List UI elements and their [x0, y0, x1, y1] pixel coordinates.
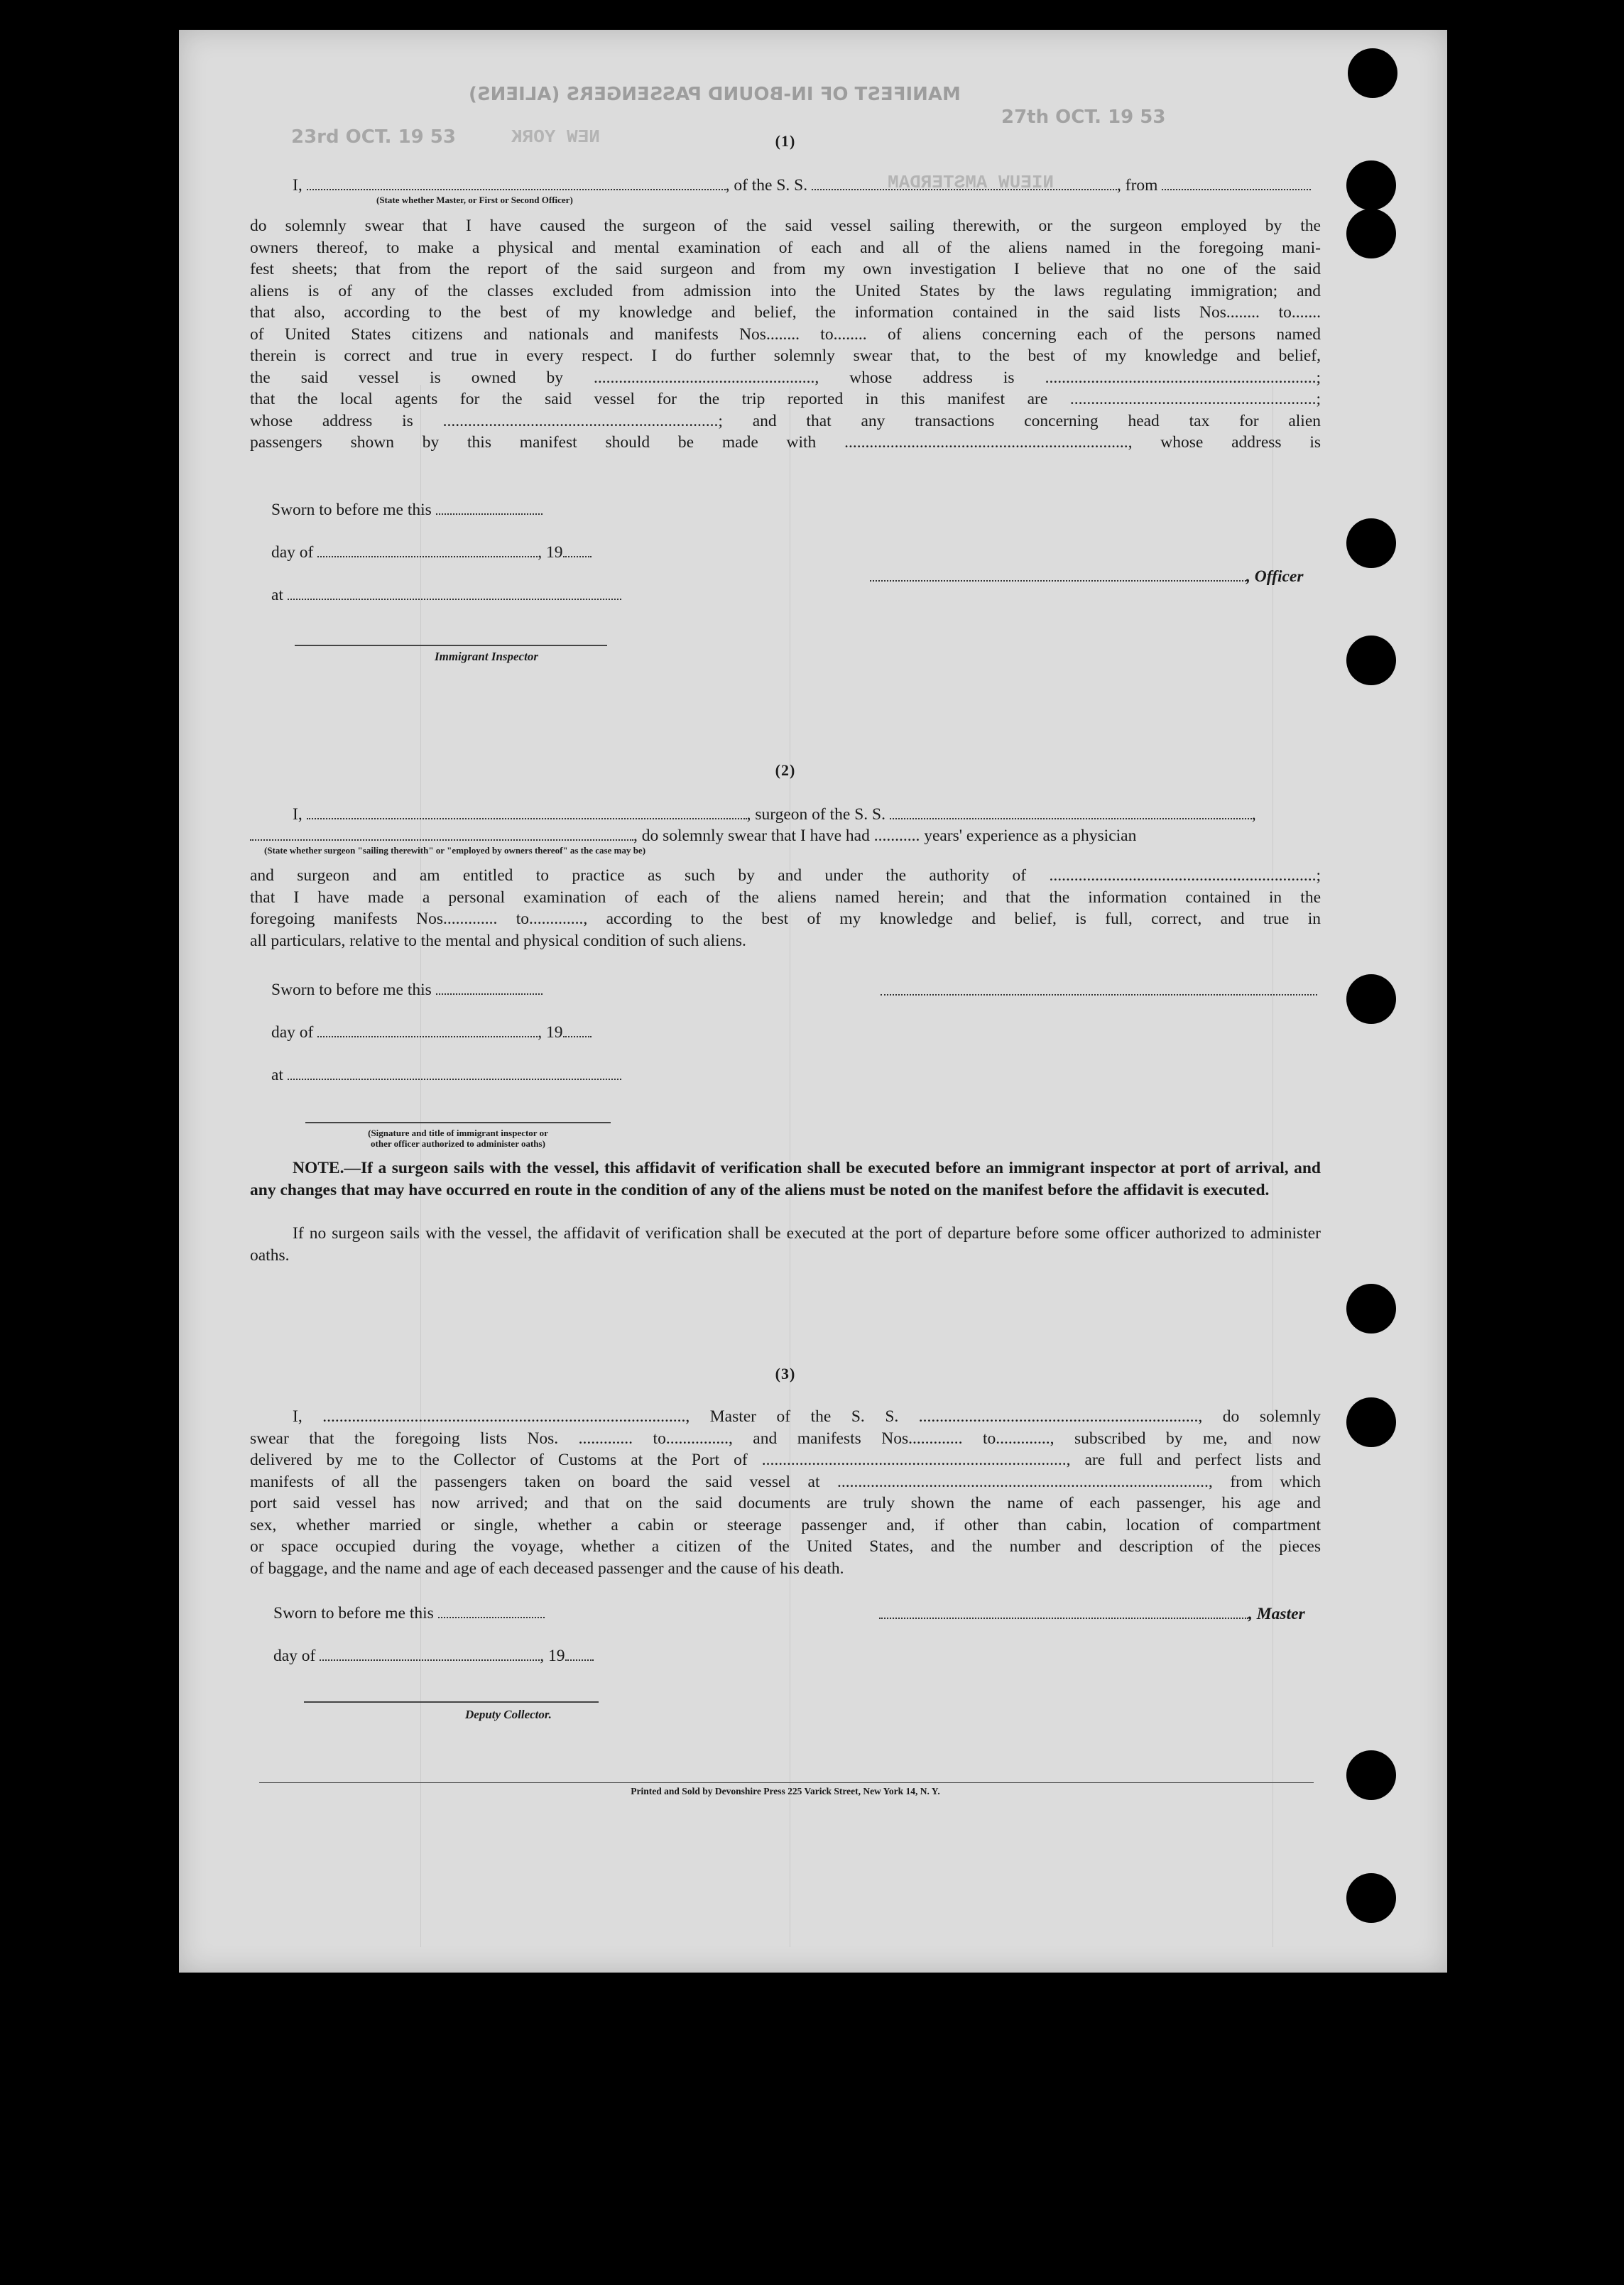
ghost-vessel: NIEUW AMSTERDAM	[888, 172, 1054, 193]
at-label: at	[271, 586, 283, 604]
section-2-line: foregoing manifests Nos............. to............., according to the best of my knowledge and belief, is full, correct, and true in	[250, 910, 1321, 928]
section-2-swear	[250, 825, 1321, 847]
section-3-line: or space occupied during the voyage, whether a citizen of the United States, and the number and description of the pieces	[250, 1537, 1321, 1556]
sworn-label: Sworn to before me this	[271, 501, 432, 519]
sworn-blank	[436, 513, 543, 515]
section-1-line: therein is correct and true in every respect. I do further solemnly swear that, to the best of my knowledge and belief,	[250, 347, 1321, 365]
section-3-number: (3)	[775, 1365, 796, 1383]
officer-blank	[870, 579, 1246, 582]
year-blank	[563, 555, 592, 557]
note-text: —If a surgeon sails with the vessel, this affidavit of verification shall be executed before an immigrant inspector at port of arrival, and any changes that may have occurred en route in the condition of any of the aliens must be noted on the manifest before the affidavit is executed.	[250, 1159, 1321, 1199]
punch-hole	[1348, 48, 1397, 98]
section-2-line: all particulars, relative to the mental and physical condition of such aliens.	[250, 931, 746, 950]
section-1-line: that the local agents for the said vessel for the trip reported in this manifest are ...........................................................;	[250, 390, 1321, 408]
sworn-label: Sworn to before me this	[271, 981, 432, 999]
section-1-line: aliens is of any of the classes excluded from admission into the United States by the laws regulating immigration; and	[250, 281, 1321, 300]
section-1-line: fest sheets; that from the report of the said surgeon and from my own investigation I believe that no one of the said	[250, 260, 1321, 278]
day-of-label: day of	[273, 1647, 316, 1665]
section-2-body	[250, 865, 1321, 951]
vessel-name-blank	[812, 188, 1117, 190]
section-2-line: that I have made a personal examination of each of the aliens named herein; and that the information contained in the	[250, 888, 1321, 907]
section-1-jurat: Sworn to before me this day of , 19 at	[271, 489, 621, 616]
punch-hole	[1346, 636, 1396, 685]
section-3-line: manifests of all the passengers taken on board the said vessel at ........................................................................................., from which	[250, 1472, 1321, 1491]
inspector-line	[295, 645, 607, 646]
day-of-label: day of	[271, 1023, 314, 1042]
day-blank	[317, 1035, 538, 1037]
section-1-line: that also, according to the best of my knowledge and belief, the information contained in the said lists Nos........ to.......	[250, 303, 1321, 322]
year-label: 19	[546, 1023, 563, 1042]
year-blank	[565, 1659, 594, 1661]
section-3-jurat: Sworn to before me this day of , 19	[273, 1592, 594, 1677]
sig-note-2: other officer authorized to administer oaths)	[371, 1138, 545, 1149]
year-label: 19	[546, 543, 563, 562]
section-1-line: owners thereof, to make a physical and mental examination of each and all of the aliens named in the foregoing mani-	[250, 238, 1321, 257]
section-1-number: (1)	[775, 132, 796, 150]
year-label: 19	[548, 1647, 565, 1665]
section-1-opening	[250, 175, 1321, 197]
section-3-line: port said vessel has now arrived; and that on the said documents are truly shown the name of each passenger, his age and	[250, 1494, 1321, 1512]
ghost-port: NEW YORK	[511, 126, 600, 148]
master-note: (State whether Master, or First or Second Officer)	[376, 195, 573, 205]
punch-hole	[1346, 160, 1396, 210]
section-1-line: whose address is ..................................................................; and that any transactions concerning head tax for alien	[250, 411, 1321, 430]
sig-note-1: (Signature and title of immigrant inspector or	[368, 1128, 548, 1138]
opening-ss: , of the S. S.	[725, 176, 808, 195]
inspector-label: Immigrant Inspector	[435, 650, 538, 663]
section-3-body	[250, 1406, 1321, 1579]
section-2-jurat: Sworn to before me this day of , 19 at	[271, 969, 621, 1096]
day-of-label: day of	[271, 543, 314, 562]
officer-signature	[870, 566, 1303, 588]
vessel-blank	[890, 817, 1252, 819]
surgeon-sig-blank	[881, 993, 1317, 996]
year-blank	[563, 1035, 592, 1037]
opening-from: , from	[1117, 176, 1158, 195]
section-1-line: passengers shown by this manifest should be made with ...................................................................., whose address is	[250, 433, 1321, 452]
punch-hole	[1346, 209, 1396, 258]
section-3-line: I, ......................................................................................., Master of the S. S. ..................................................................., do solemnly	[293, 1407, 1321, 1426]
sworn-label: Sworn to before me this	[273, 1604, 434, 1623]
section-1-line: of United States citizens and nationals and manifests Nos........ to........ of aliens concerning each of the persons named	[250, 325, 1321, 344]
punch-hole	[1346, 518, 1396, 568]
at-label: at	[271, 1066, 283, 1084]
ghost-title: MANIFEST OF IN-BOUND PASSENGERS (ALIENS)	[469, 84, 961, 105]
footer-rule	[259, 1782, 1314, 1783]
at-blank	[288, 1078, 621, 1080]
at-blank	[288, 598, 621, 600]
collector-label: Deputy Collector.	[465, 1708, 552, 1721]
surgeon-signature	[881, 980, 1317, 1002]
sworn-blank	[436, 993, 543, 995]
surgeon-of: , surgeon of the S. S.	[746, 805, 885, 824]
note-label: NOTE.	[293, 1159, 344, 1177]
collector-line	[304, 1701, 599, 1703]
officer-label: , Officer	[1246, 567, 1304, 586]
section-1-line: do solemnly swear that I have caused the surgeon of the said vessel sailing therewith, or the surgeon employed by the	[250, 217, 1321, 235]
punch-hole	[1346, 974, 1396, 1024]
sworn-blank	[438, 1616, 545, 1618]
section-2-opening: I, , surgeon of the S. S. ,	[293, 805, 1256, 824]
opening-i: I,	[293, 805, 303, 824]
section-3-line: of baggage, and the name and age of each deceased passenger and the cause of his death.	[250, 1559, 844, 1578]
master-name-blank	[307, 188, 726, 190]
section-3-line: delivered by me to the Collector of Customs at the Port of ........................................................................., are full and perfect lists and	[250, 1451, 1321, 1469]
note-paragraph	[250, 1157, 1321, 1201]
day-blank	[320, 1659, 540, 1661]
from-port-blank	[1162, 188, 1311, 190]
sig-note	[298, 1128, 618, 1149]
ghost-date-1: 27th OCT. 19 53	[1001, 107, 1166, 128]
surgeon-type-blank	[250, 839, 633, 841]
section-3-line: sex, whether married or single, whether a cabin or steerage passenger and, if other than cabin, location of compartment	[250, 1515, 1321, 1534]
punch-hole	[1346, 1750, 1396, 1800]
opening-i: I,	[293, 176, 303, 195]
section-1-line: the said vessel is owned by ....................................................., whose address is .................................................................;	[250, 368, 1321, 387]
day-blank	[317, 555, 538, 557]
ghost-date-2: 23rd OCT. 19 53	[291, 126, 456, 148]
master-signature	[879, 1603, 1305, 1625]
note-paragraph-2: If no surgeon sails with the vessel, the affidavit of verification shall be executed at the port of departure before some officer authorized to administer oaths.	[250, 1224, 1321, 1265]
swear-text: , do solemnly swear that I have had ........... years' experience as a physician	[633, 827, 1137, 845]
surgeon-note: (State whether surgeon "sailing therewith" or "employed by owners thereof" as the case may be)	[264, 845, 646, 856]
master-sig-blank	[879, 1617, 1248, 1619]
punch-hole	[1346, 1873, 1396, 1923]
sig-line	[305, 1122, 611, 1123]
master-label: , Master	[1248, 1605, 1305, 1623]
punch-hole	[1346, 1284, 1396, 1334]
printer-credit: Printed and Sold by Devonshire Press 225 Varick Street, New York 14, N. Y.	[631, 1786, 940, 1796]
surgeon-name-blank	[307, 817, 747, 819]
section-1-body	[250, 215, 1321, 454]
punch-hole	[1346, 1397, 1396, 1447]
section-2-number: (2)	[775, 761, 796, 779]
section-2-line: and surgeon and am entitled to practice as such by and under the authority of ................................................................;	[250, 866, 1321, 885]
section-3-line: swear that the foregoing lists Nos. ............. to..............., and manifests Nos............. to............., subscribed by me, and now	[250, 1429, 1321, 1448]
